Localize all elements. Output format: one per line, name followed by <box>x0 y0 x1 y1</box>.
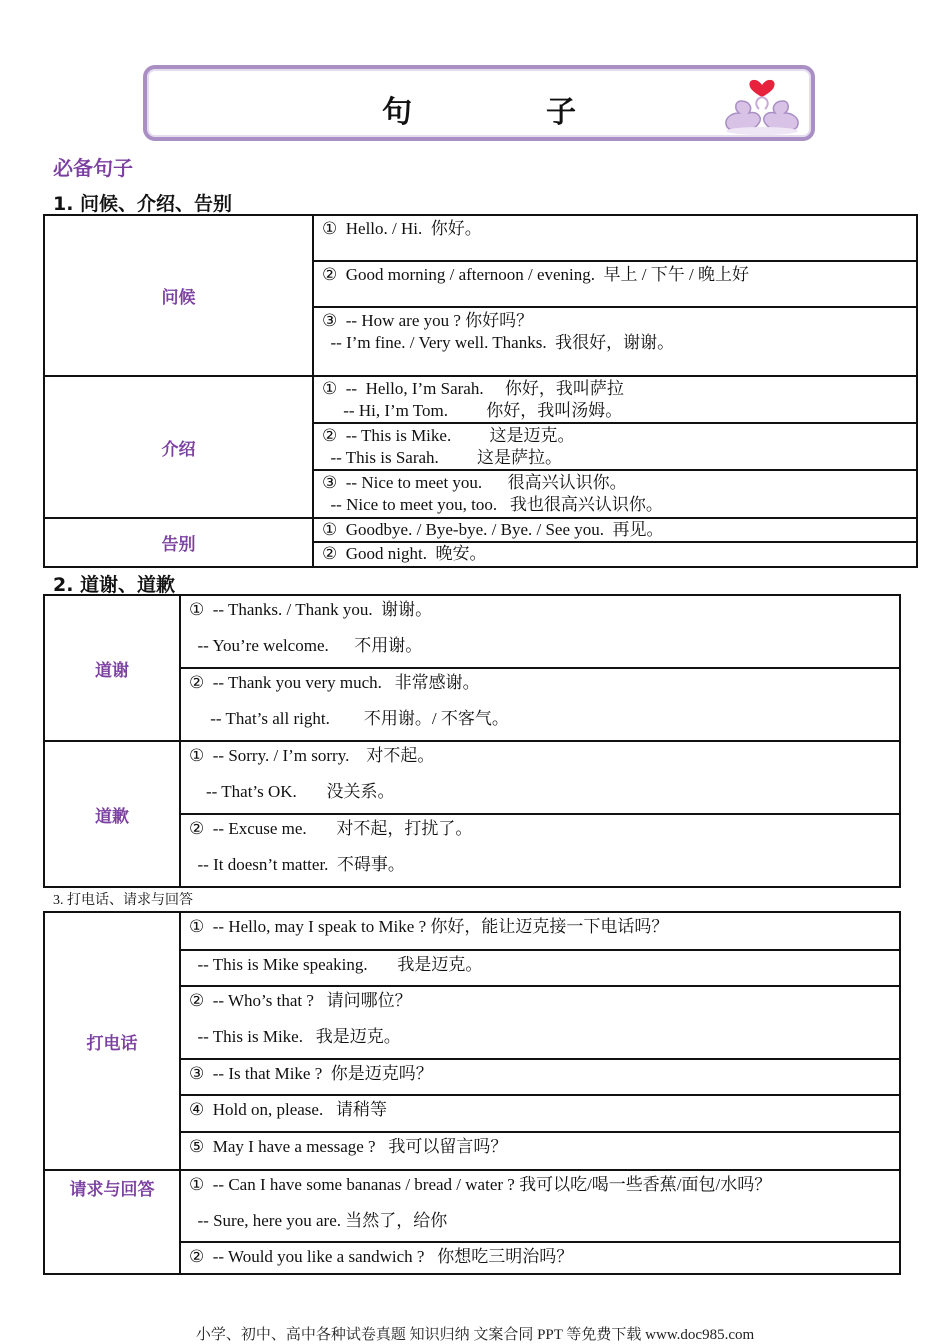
table-row: ② Good morning / afternoon / evening. 早上 / 下午 / 晚上好 <box>313 261 917 307</box>
phone-request-table <box>43 911 901 1275</box>
page-title: 句 子 <box>382 95 628 130</box>
section-heading-2: 2. 道谢、道歉 <box>53 574 176 596</box>
table-row: ② -- Thank you very much. 非常感谢。 -- That’s all right. 不用谢。/ 不客气。 <box>180 668 900 741</box>
table-row: ② -- Would you like a sandwich ? 你想吃三明治吗？ <box>180 1242 900 1274</box>
table-row: ① Goodbye. / Bye-bye. / Bye. / See you. 再见。 <box>313 518 917 542</box>
table-row: ① Hello. / Hi. 你好。 <box>313 215 917 261</box>
row-label-introduction: 介绍 <box>44 376 313 518</box>
table-row: ③ -- How are you ? 你好吗？ -- I’m fine. / Very well. Thanks. 我很好，谢谢。 <box>313 307 917 376</box>
row-label-greeting: 问候 <box>44 215 313 376</box>
table-row: ① -- Thanks. / Thank you. 谢谢。 -- You’re welcome. 不用谢。 <box>180 595 900 668</box>
table-row: ④ Hold on, please. 请稍等 <box>180 1095 900 1132</box>
greeting-table <box>43 214 918 568</box>
page-footer: 小学、初中、高中各种试卷真题 知识归纳 文案合同 PPT 等免费下载 www.doc985.com <box>195 1327 755 1343</box>
row-label-thanks: 道谢 <box>44 595 180 741</box>
table-row: ② -- Who’s that ? 请问哪位？ -- This is Mike. 我是迈克。 <box>180 986 900 1059</box>
table-row: ③ -- Nice to meet you. 很高兴认识你。 -- Nice to meet you, too. 我也很高兴认识你。 <box>313 470 917 518</box>
table-row: ② Good night. 晚安。 <box>313 542 917 567</box>
row-label-apology: 道歉 <box>44 741 180 887</box>
section-subtitle: 必备句子 <box>53 156 133 180</box>
thanks-apology-table <box>43 594 901 888</box>
section-heading-3: 3. 打电话、请求与回答 <box>53 893 193 908</box>
table-row: ① -- Can I have some bananas / bread / water ? 我可以吃/喝一些香蕉/面包/水吗？ -- Sure, here you are. 当然了，给你 <box>180 1170 900 1242</box>
table-row: -- This is Mike speaking. 我是迈克。 <box>180 950 900 986</box>
row-label-farewell: 告别 <box>44 518 313 567</box>
table-row: ② -- This is Mike. 这是迈克。 -- This is Sarah. 这是萨拉。 <box>313 423 917 470</box>
row-label-phone: 打电话 <box>44 912 180 1170</box>
section-heading-1: 1. 问候、介绍、告别 <box>53 193 233 215</box>
table-row: ① -- Sorry. / I’m sorry. 对不起。 -- That’s OK. 没关系。 <box>180 741 900 814</box>
swans-heart-icon <box>719 71 805 137</box>
table-row: ① -- Hello, I’m Sarah. 你好，我叫萨拉 -- Hi, I’m Tom. 你好，我叫汤姆。 <box>313 376 917 423</box>
table-row: ⑤ May I have a message ? 我可以留言吗？ <box>180 1132 900 1170</box>
table-row: ① -- Hello, may I speak to Mike ? 你好，能让迈克接一下电话吗？ <box>180 912 900 950</box>
table-row: ② -- Excuse me. 对不起，打扰了。 -- It doesn’t matter. 不碍事。 <box>180 814 900 887</box>
table-row: ③ -- Is that Mike ? 你是迈克吗？ <box>180 1059 900 1095</box>
title-banner <box>143 65 815 141</box>
row-label-request: 请求与回答 <box>44 1170 180 1274</box>
